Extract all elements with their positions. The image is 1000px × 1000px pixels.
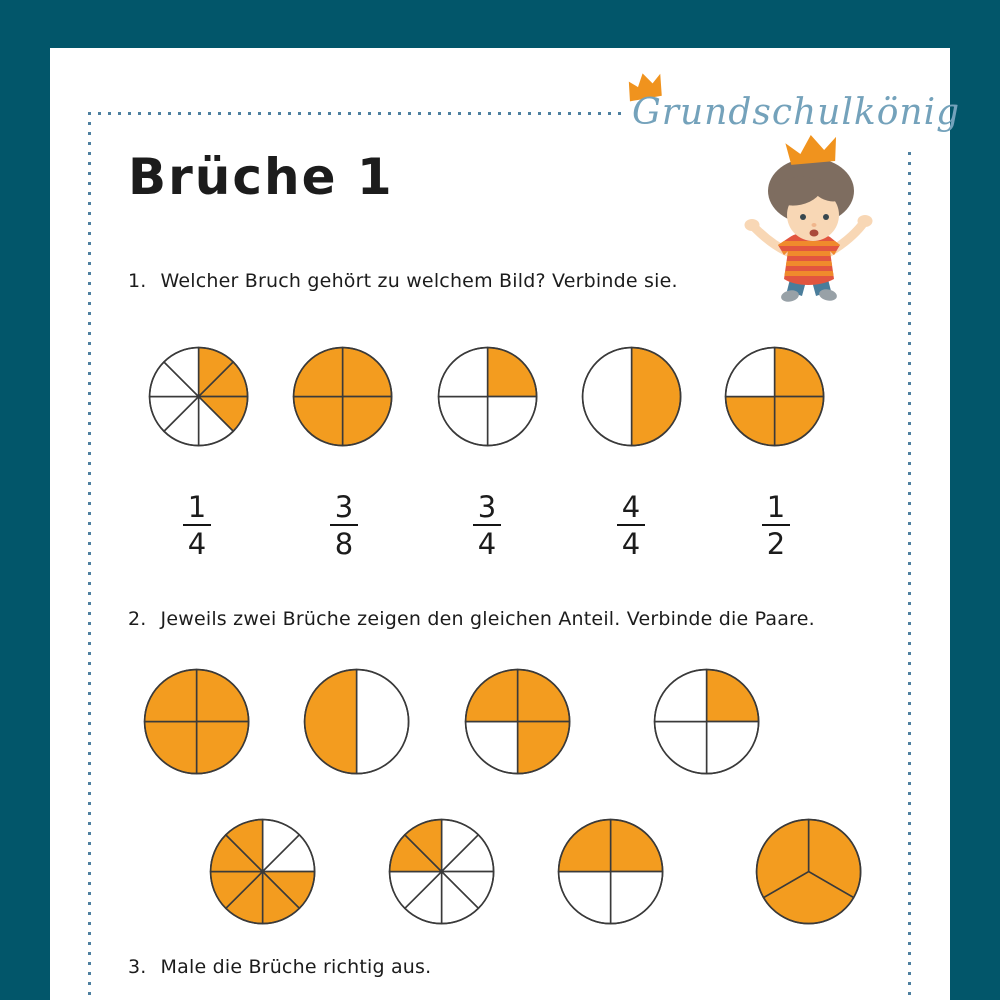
- denominator: 8: [334, 527, 354, 562]
- fraction-bar: [473, 524, 501, 526]
- fraction-label-1-2: [754, 492, 798, 560]
- fraction-bar: [762, 524, 790, 526]
- dotted-border-top: [88, 112, 625, 115]
- boy-king-illustration: [738, 133, 878, 307]
- task-3-number: 3.: [128, 956, 147, 978]
- numerator: 3: [477, 490, 497, 524]
- task-1-instruction: [128, 270, 678, 292]
- fraction-circle-4-4: [292, 346, 393, 447]
- logo-text: Grundschulkönig: [632, 92, 961, 133]
- fraction-circle-3-4: [724, 346, 825, 447]
- task-1-number: 1.: [128, 270, 147, 292]
- fraction-circle-1-2: [303, 668, 410, 775]
- fraction-circle-2-8: [388, 818, 495, 925]
- dotted-border-right: [908, 152, 911, 1000]
- fraction-circle-3-3: [755, 818, 862, 925]
- numerator: 1: [766, 490, 786, 524]
- fraction-circle-6-8: [209, 818, 316, 925]
- numerator: 4: [621, 490, 641, 524]
- task-2-text: Jeweils zwei Brüche zeigen den gleichen Anteil. Verbinde die Paare.: [160, 608, 815, 630]
- fraction-label-3-8: [322, 492, 366, 560]
- fraction-circle-3-4: [464, 668, 571, 775]
- worksheet-page: [50, 48, 961, 1000]
- fraction-circle-4-4: [143, 668, 250, 775]
- fraction-circle-1-2: [581, 346, 682, 447]
- denominator: 4: [187, 527, 207, 562]
- numerator: 1: [187, 490, 207, 524]
- fraction-bar: [330, 524, 358, 526]
- task-1-text: Welcher Bruch gehört zu welchem Bild? Verbinde sie.: [160, 270, 678, 292]
- denominator: 4: [621, 527, 641, 562]
- denominator: 2: [766, 527, 786, 562]
- task-2-instruction: [128, 608, 815, 630]
- fraction-circle-1-4: [437, 346, 538, 447]
- task-3-instruction: [128, 956, 431, 978]
- fraction-circle-3-8: [148, 346, 249, 447]
- worksheet-title: Brüche 1: [128, 148, 394, 206]
- fraction-bar: [617, 524, 645, 526]
- fraction-label-1-4: [175, 492, 219, 560]
- fraction-circle-1-4: [653, 668, 760, 775]
- fraction-circle-2-4: [557, 818, 664, 925]
- dotted-border-left: [88, 112, 91, 1000]
- numerator: 3: [334, 490, 354, 524]
- task-2-number: 2.: [128, 608, 147, 630]
- task-3-text: Male die Brüche richtig aus.: [160, 956, 432, 978]
- fraction-label-3-4: [465, 492, 509, 560]
- denominator: 4: [477, 527, 497, 562]
- fraction-label-4-4: [609, 492, 653, 560]
- fraction-bar: [183, 524, 211, 526]
